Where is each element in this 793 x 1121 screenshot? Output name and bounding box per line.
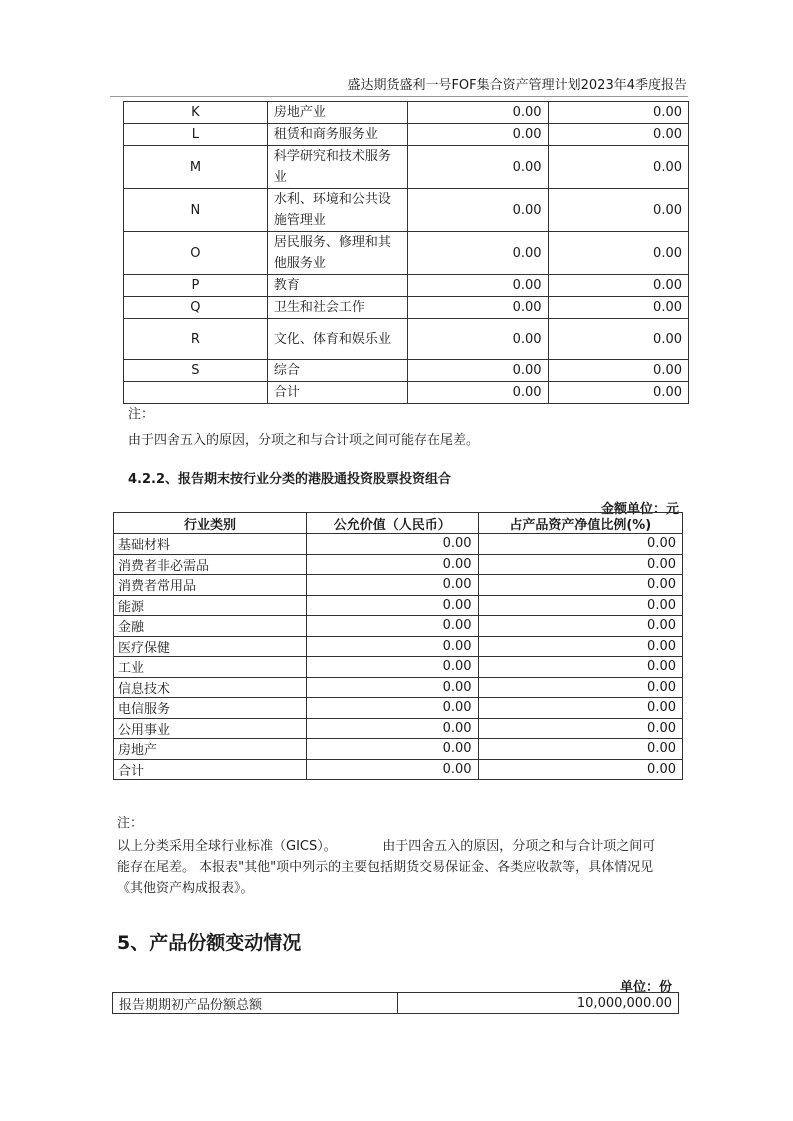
column-header-industry: 行业类别 xyxy=(114,513,307,534)
industry-name-cell: 文化、体育和娱乐业 xyxy=(267,319,407,360)
amount-unit-label: 金额单位：元 xyxy=(600,502,679,517)
report-header-title: 盛达期货盛利一号FOF集合资产管理计划2023年4季度报告 xyxy=(347,78,687,93)
nav-ratio-cell: 0.00 xyxy=(548,146,688,189)
table-row xyxy=(124,275,689,297)
industry-name-cell: 卫生和社会工作 xyxy=(267,297,407,319)
nav-ratio-cell: 0.00 xyxy=(478,739,682,760)
note2-line2: 能存在尾差。 本报表"其他"项中列示的主要包括期货交易保证金、各类应收款等，具体情况见 xyxy=(117,860,654,875)
share-change-table xyxy=(112,992,679,1014)
fair-value-cell: 0.00 xyxy=(408,232,548,275)
table-row xyxy=(113,993,679,1014)
industry-code-cell: R xyxy=(124,319,268,360)
nav-ratio-cell: 0.00 xyxy=(478,616,682,637)
nav-ratio-cell: 0.00 xyxy=(548,360,688,382)
fair-value-cell: 0.00 xyxy=(307,698,479,719)
table-row xyxy=(114,718,683,739)
fair-value-cell: 0.00 xyxy=(408,124,548,146)
fair-value-cell: 0.00 xyxy=(408,297,548,319)
table-row xyxy=(114,534,683,555)
industry-code-cell: O xyxy=(124,232,268,275)
nav-ratio-cell: 0.00 xyxy=(478,554,682,575)
industry-code-cell: Q xyxy=(124,297,268,319)
industry-name-cell: 电信服务 xyxy=(114,698,307,719)
industry-name-cell: 科学研究和技术服务业 xyxy=(267,146,407,189)
table-row xyxy=(124,189,689,232)
nav-ratio-cell: 0.00 xyxy=(478,677,682,698)
fair-value-cell: 0.00 xyxy=(408,275,548,297)
nav-ratio-cell: 0.00 xyxy=(548,189,688,232)
industry-code-cell xyxy=(124,382,268,404)
fair-value-cell: 0.00 xyxy=(307,636,479,657)
industry-allocation-table xyxy=(123,101,689,404)
table-row xyxy=(124,319,689,360)
fair-value-cell: 0.00 xyxy=(307,595,479,616)
fair-value-cell: 0.00 xyxy=(307,677,479,698)
industry-code-cell: K xyxy=(124,102,268,124)
table-row xyxy=(114,677,683,698)
table-row xyxy=(114,595,683,616)
industry-name-cell: 居民服务、修理和其他服务业 xyxy=(267,232,407,275)
table-row xyxy=(124,360,689,382)
table-row xyxy=(124,232,689,275)
fair-value-cell: 0.00 xyxy=(307,718,479,739)
fair-value-cell: 0.00 xyxy=(307,554,479,575)
industry-name-cell: 工业 xyxy=(114,657,307,678)
table-row xyxy=(124,102,689,124)
industry-name-cell: 消费者常用品 xyxy=(114,575,307,596)
column-header-nav-ratio: 占产品资产净值比例(%) xyxy=(478,513,682,534)
table-header-row xyxy=(114,513,683,534)
share-value-cell: 10,000,000.00 xyxy=(398,993,679,1014)
industry-code-cell: N xyxy=(124,189,268,232)
nav-ratio-cell: 0.00 xyxy=(478,595,682,616)
industry-code-cell: M xyxy=(124,146,268,189)
table-row xyxy=(114,739,683,760)
nav-ratio-cell: 0.00 xyxy=(548,102,688,124)
industry-name-cell: 合计 xyxy=(114,759,307,780)
industry-name-cell: 租赁和商务服务业 xyxy=(267,124,407,146)
table-row xyxy=(124,382,689,404)
table-row xyxy=(114,616,683,637)
nav-ratio-cell: 0.00 xyxy=(548,124,688,146)
table-row xyxy=(124,124,689,146)
share-unit-label: 单位：份 xyxy=(619,980,672,995)
industry-name-cell: 合计 xyxy=(267,382,407,404)
nav-ratio-cell: 0.00 xyxy=(478,636,682,657)
industry-name-cell: 综合 xyxy=(267,360,407,382)
fair-value-cell: 0.00 xyxy=(307,534,479,555)
nav-ratio-cell: 0.00 xyxy=(548,319,688,360)
nav-ratio-cell: 0.00 xyxy=(548,382,688,404)
nav-ratio-cell: 0.00 xyxy=(478,575,682,596)
industry-name-cell: 消费者非必需品 xyxy=(114,554,307,575)
table-row xyxy=(124,297,689,319)
fair-value-cell: 0.00 xyxy=(408,319,548,360)
note2-line3: 《其他资产构成报表》。 xyxy=(117,881,254,896)
industry-name-cell: 基础材料 xyxy=(114,534,307,555)
table-row xyxy=(114,554,683,575)
section5-heading: 5、产品份额变动情况 xyxy=(117,932,302,954)
fair-value-cell: 0.00 xyxy=(307,759,479,780)
nav-ratio-cell: 0.00 xyxy=(478,759,682,780)
nav-ratio-cell: 0.00 xyxy=(548,297,688,319)
nav-ratio-cell: 0.00 xyxy=(478,534,682,555)
industry-name-cell: 教育 xyxy=(267,275,407,297)
nav-ratio-cell: 0.00 xyxy=(478,698,682,719)
industry-name-cell: 医疗保健 xyxy=(114,636,307,657)
note1-label: 注： xyxy=(128,407,155,422)
note2-line1: 以上分类采用全球行业标准（GICS）。 由于四舍五入的原因，分项之和与合计项之间可 xyxy=(117,839,656,854)
fair-value-cell: 0.00 xyxy=(408,189,548,232)
hk-connect-industry-table xyxy=(113,512,683,780)
industry-name-cell: 房地产业 xyxy=(267,102,407,124)
industry-code-cell: S xyxy=(124,360,268,382)
fair-value-cell: 0.00 xyxy=(307,575,479,596)
fair-value-cell: 0.00 xyxy=(408,102,548,124)
share-item-name-cell: 报告期期初产品份额总额 xyxy=(113,993,398,1014)
table-row xyxy=(114,636,683,657)
industry-code-cell: P xyxy=(124,275,268,297)
nav-ratio-cell: 0.00 xyxy=(548,275,688,297)
note2-label: 注： xyxy=(117,816,144,831)
industry-name-cell: 房地产 xyxy=(114,739,307,760)
note2-paragraph xyxy=(117,836,677,899)
header-divider xyxy=(110,96,688,97)
fair-value-cell: 0.00 xyxy=(408,382,548,404)
nav-ratio-cell: 0.00 xyxy=(478,718,682,739)
industry-name-cell: 公用事业 xyxy=(114,718,307,739)
column-header-fair-value: 公允价值（人民币） xyxy=(307,513,479,534)
industry-code-cell: L xyxy=(124,124,268,146)
fair-value-cell: 0.00 xyxy=(408,360,548,382)
table-row xyxy=(114,698,683,719)
industry-name-cell: 金融 xyxy=(114,616,307,637)
table-row xyxy=(114,657,683,678)
fair-value-cell: 0.00 xyxy=(408,146,548,189)
table-row xyxy=(114,759,683,780)
section-422-heading: 4.2.2、报告期末按行业分类的港股通投资股票投资组合 xyxy=(128,472,452,487)
table-row xyxy=(124,146,689,189)
nav-ratio-cell: 0.00 xyxy=(548,232,688,275)
industry-name-cell: 信息技术 xyxy=(114,677,307,698)
industry-name-cell: 能源 xyxy=(114,595,307,616)
table-row xyxy=(114,575,683,596)
nav-ratio-cell: 0.00 xyxy=(478,657,682,678)
note1-text: 由于四舍五入的原因，分项之和与合计项之间可能存在尾差。 xyxy=(128,433,480,448)
fair-value-cell: 0.00 xyxy=(307,739,479,760)
fair-value-cell: 0.00 xyxy=(307,616,479,637)
fair-value-cell: 0.00 xyxy=(307,657,479,678)
industry-name-cell: 水利、环境和公共设施管理业 xyxy=(267,189,407,232)
